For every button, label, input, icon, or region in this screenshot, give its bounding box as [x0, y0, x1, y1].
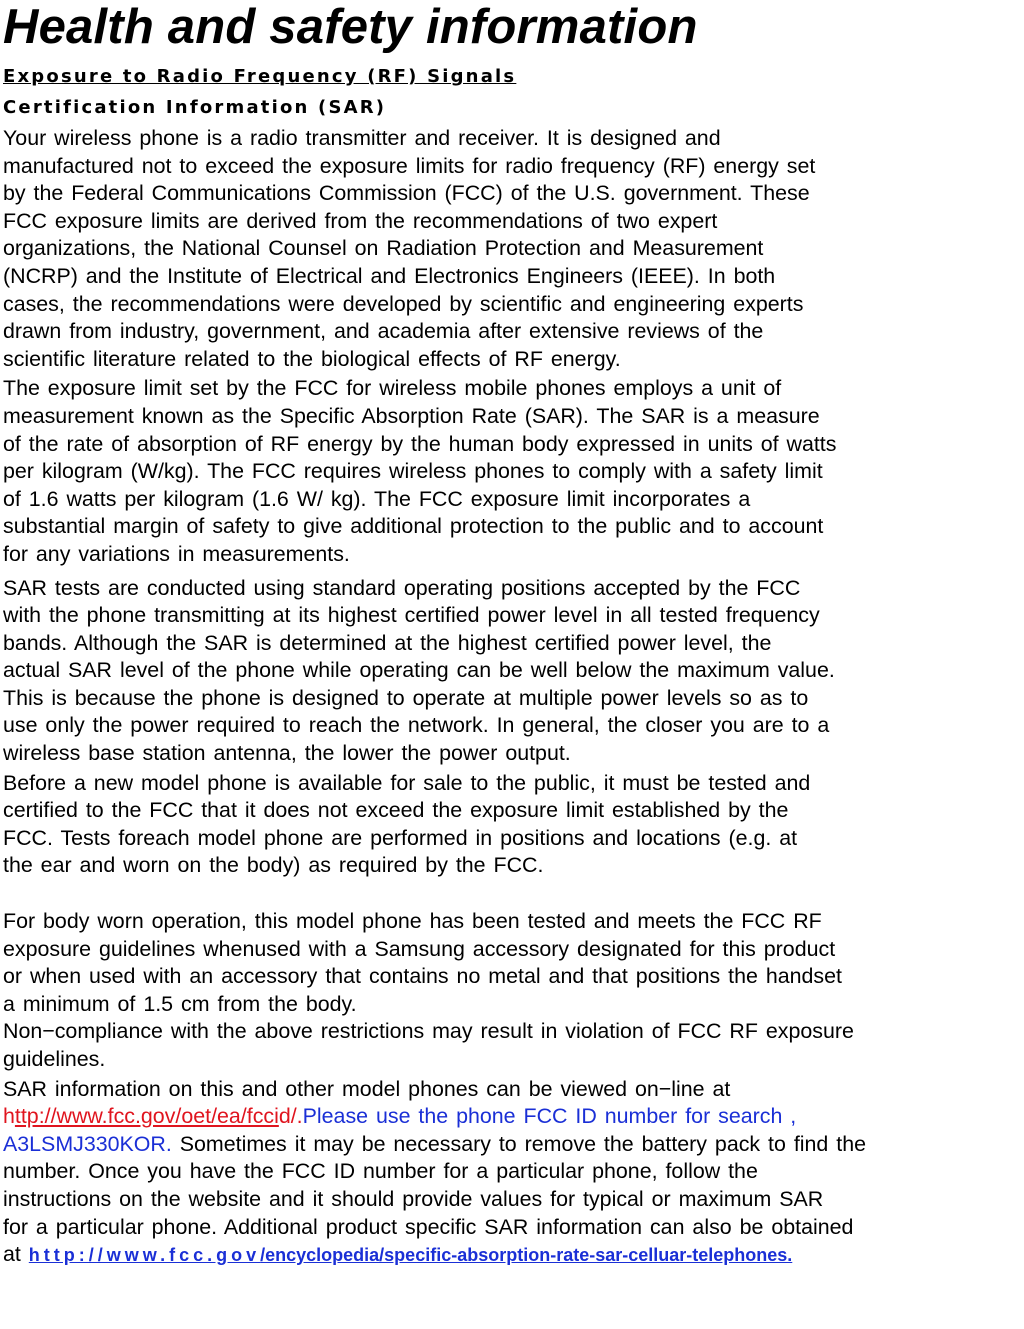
text-line: the ear and worn on the body) as required by the FCC. [3, 853, 544, 878]
text-line: use only the power required to reach the network. In general, the closer you are to a [3, 713, 830, 738]
text-line [3, 1131, 1021, 1159]
section-heading-sar: Certification Information (SAR) [3, 97, 387, 118]
text-line: (NCRP) and the Institute of Electrical and Electronics Engineers (IEEE). In both [3, 263, 776, 288]
text-line: Non−compliance with the above restrictions may result in violation of FCC RF exposure [3, 1019, 854, 1044]
text-line: or when used with an accessory that contains no metal and that positions the handset [3, 964, 842, 989]
text-line: of the rate of absorption of RF energy by the human body expressed in units of watts [3, 431, 837, 456]
text-line: guidelines. [3, 1047, 106, 1071]
fcc-sar-encyclopedia-link[interactable]: /encyclopedia/specific-absorption-rate-sar-celluar-telephones. [260, 1245, 793, 1266]
text-line: for a particular phone. Additional product specific SAR information can also be obtained [3, 1214, 854, 1239]
paragraph-sar-information [3, 1076, 1021, 1270]
at-prefix: at [3, 1242, 29, 1267]
text-line: a minimum of 1.5 cm from the body. [3, 991, 357, 1016]
text-line: SAR tests are conducted using standard operating positions accepted by the FCC [3, 575, 801, 600]
text-line: For body worn operation, this model phone has been tested and meets the FCC RF [3, 909, 822, 934]
paragraph-rf-intro [3, 125, 1021, 373]
text-line: measurement known as the Specific Absorption Rate (SAR). The SAR is a measure [3, 403, 820, 428]
battery-instruction-text: Sometimes it may be necessary to remove the battery pack to find the [171, 1131, 867, 1156]
text-line: drawn from industry, government, and academia after extensive reviews of the [3, 319, 764, 344]
text-line: by the Federal Communications Commission (FCC) of the U.S. government. These [3, 181, 810, 206]
text-line: organizations, the National Counsel on Radiation Protection and Measurement [3, 236, 764, 261]
text-line: number. Once you have the FCC ID number for a particular phone, follow the [3, 1159, 758, 1184]
text-line [3, 1241, 1021, 1270]
text-line: Your wireless phone is a radio transmitter and receiver. It is designed and [3, 126, 721, 150]
text-line: with the phone transmitting at its highest certified power level in all tested frequency [3, 603, 820, 628]
text-line: bands. Although the SAR is determined at the highest certified power level, the [3, 630, 772, 655]
fcc-id-instruction: Please use the phone FCC ID number for search , [302, 1104, 797, 1129]
text-line: wireless base station antenna, the lower the power output. [3, 741, 571, 766]
fcc-link-prefix[interactable]: h [3, 1104, 15, 1129]
text-line: actual SAR level of the phone while operating can be well below the maximum value. [3, 658, 835, 683]
fcc-link-suffix[interactable]: d/. [278, 1104, 303, 1129]
text-line: exposure guidelines whenused with a Samsung accessory designated for this product [3, 936, 836, 961]
text-line: cases, the recommendations were developed by scientific and engineering experts [3, 291, 804, 316]
paragraph-body-worn [3, 908, 1021, 1018]
text-line [3, 1103, 1021, 1131]
text-line: SAR information on this and other model phones can be viewed on−line at [3, 1076, 731, 1101]
text-line: instructions on the website and it should provide values for typical or maximum SAR [3, 1186, 824, 1211]
text-line: The exposure limit set by the FCC for wireless mobile phones employs a unit of [3, 376, 782, 401]
text-line: scientific literature related to the biological effects of RF energy. [3, 346, 621, 371]
paragraph-model-testing [3, 770, 1021, 880]
text-line: FCC exposure limits are derived from the recommendations of two expert [3, 208, 718, 233]
text-line: per kilogram (W/kg). The FCC requires wireless phones to comply with a safety limit [3, 459, 823, 484]
text-line: substantial margin of safety to give additional protection to the public and to account [3, 514, 824, 539]
page-title: Health and safety information [3, 0, 698, 54]
text-line: manufactured not to exceed the exposure limits for radio frequency (RF) energy set [3, 153, 816, 178]
text-line: This is because the phone is designed to operate at multiple power levels so as to [3, 685, 809, 710]
paragraph-non-compliance [3, 1018, 1021, 1073]
text-line: for any variations in measurements. [3, 541, 350, 566]
fcc-oet-link[interactable]: ttp://www.fcc.gov/oet/ea/fcci [14, 1104, 279, 1129]
paragraph-sar-definition [3, 375, 1021, 568]
text-line: FCC. Tests foreach model phone are performed in positions and locations (e.g. at [3, 825, 798, 850]
text-line: Before a new model phone is available for sale to the public, it must be tested and [3, 770, 811, 795]
document-page [3, 0, 1021, 1270]
text-line: of 1.6 watts per kilogram (1.6 W/ kg). The FCC exposure limit incorporates a [3, 486, 751, 511]
paragraph-sar-tests [3, 575, 1021, 768]
fcc-id-value: A3LSMJ330KOR. [3, 1131, 172, 1156]
section-heading-rf: Exposure to Radio Frequency (RF) Signals [3, 66, 517, 87]
text-line: certified to the FCC that it does not exceed the exposure limit established by the [3, 798, 789, 823]
fcc-home-link[interactable]: http://www.fcc.gov [28, 1245, 261, 1266]
